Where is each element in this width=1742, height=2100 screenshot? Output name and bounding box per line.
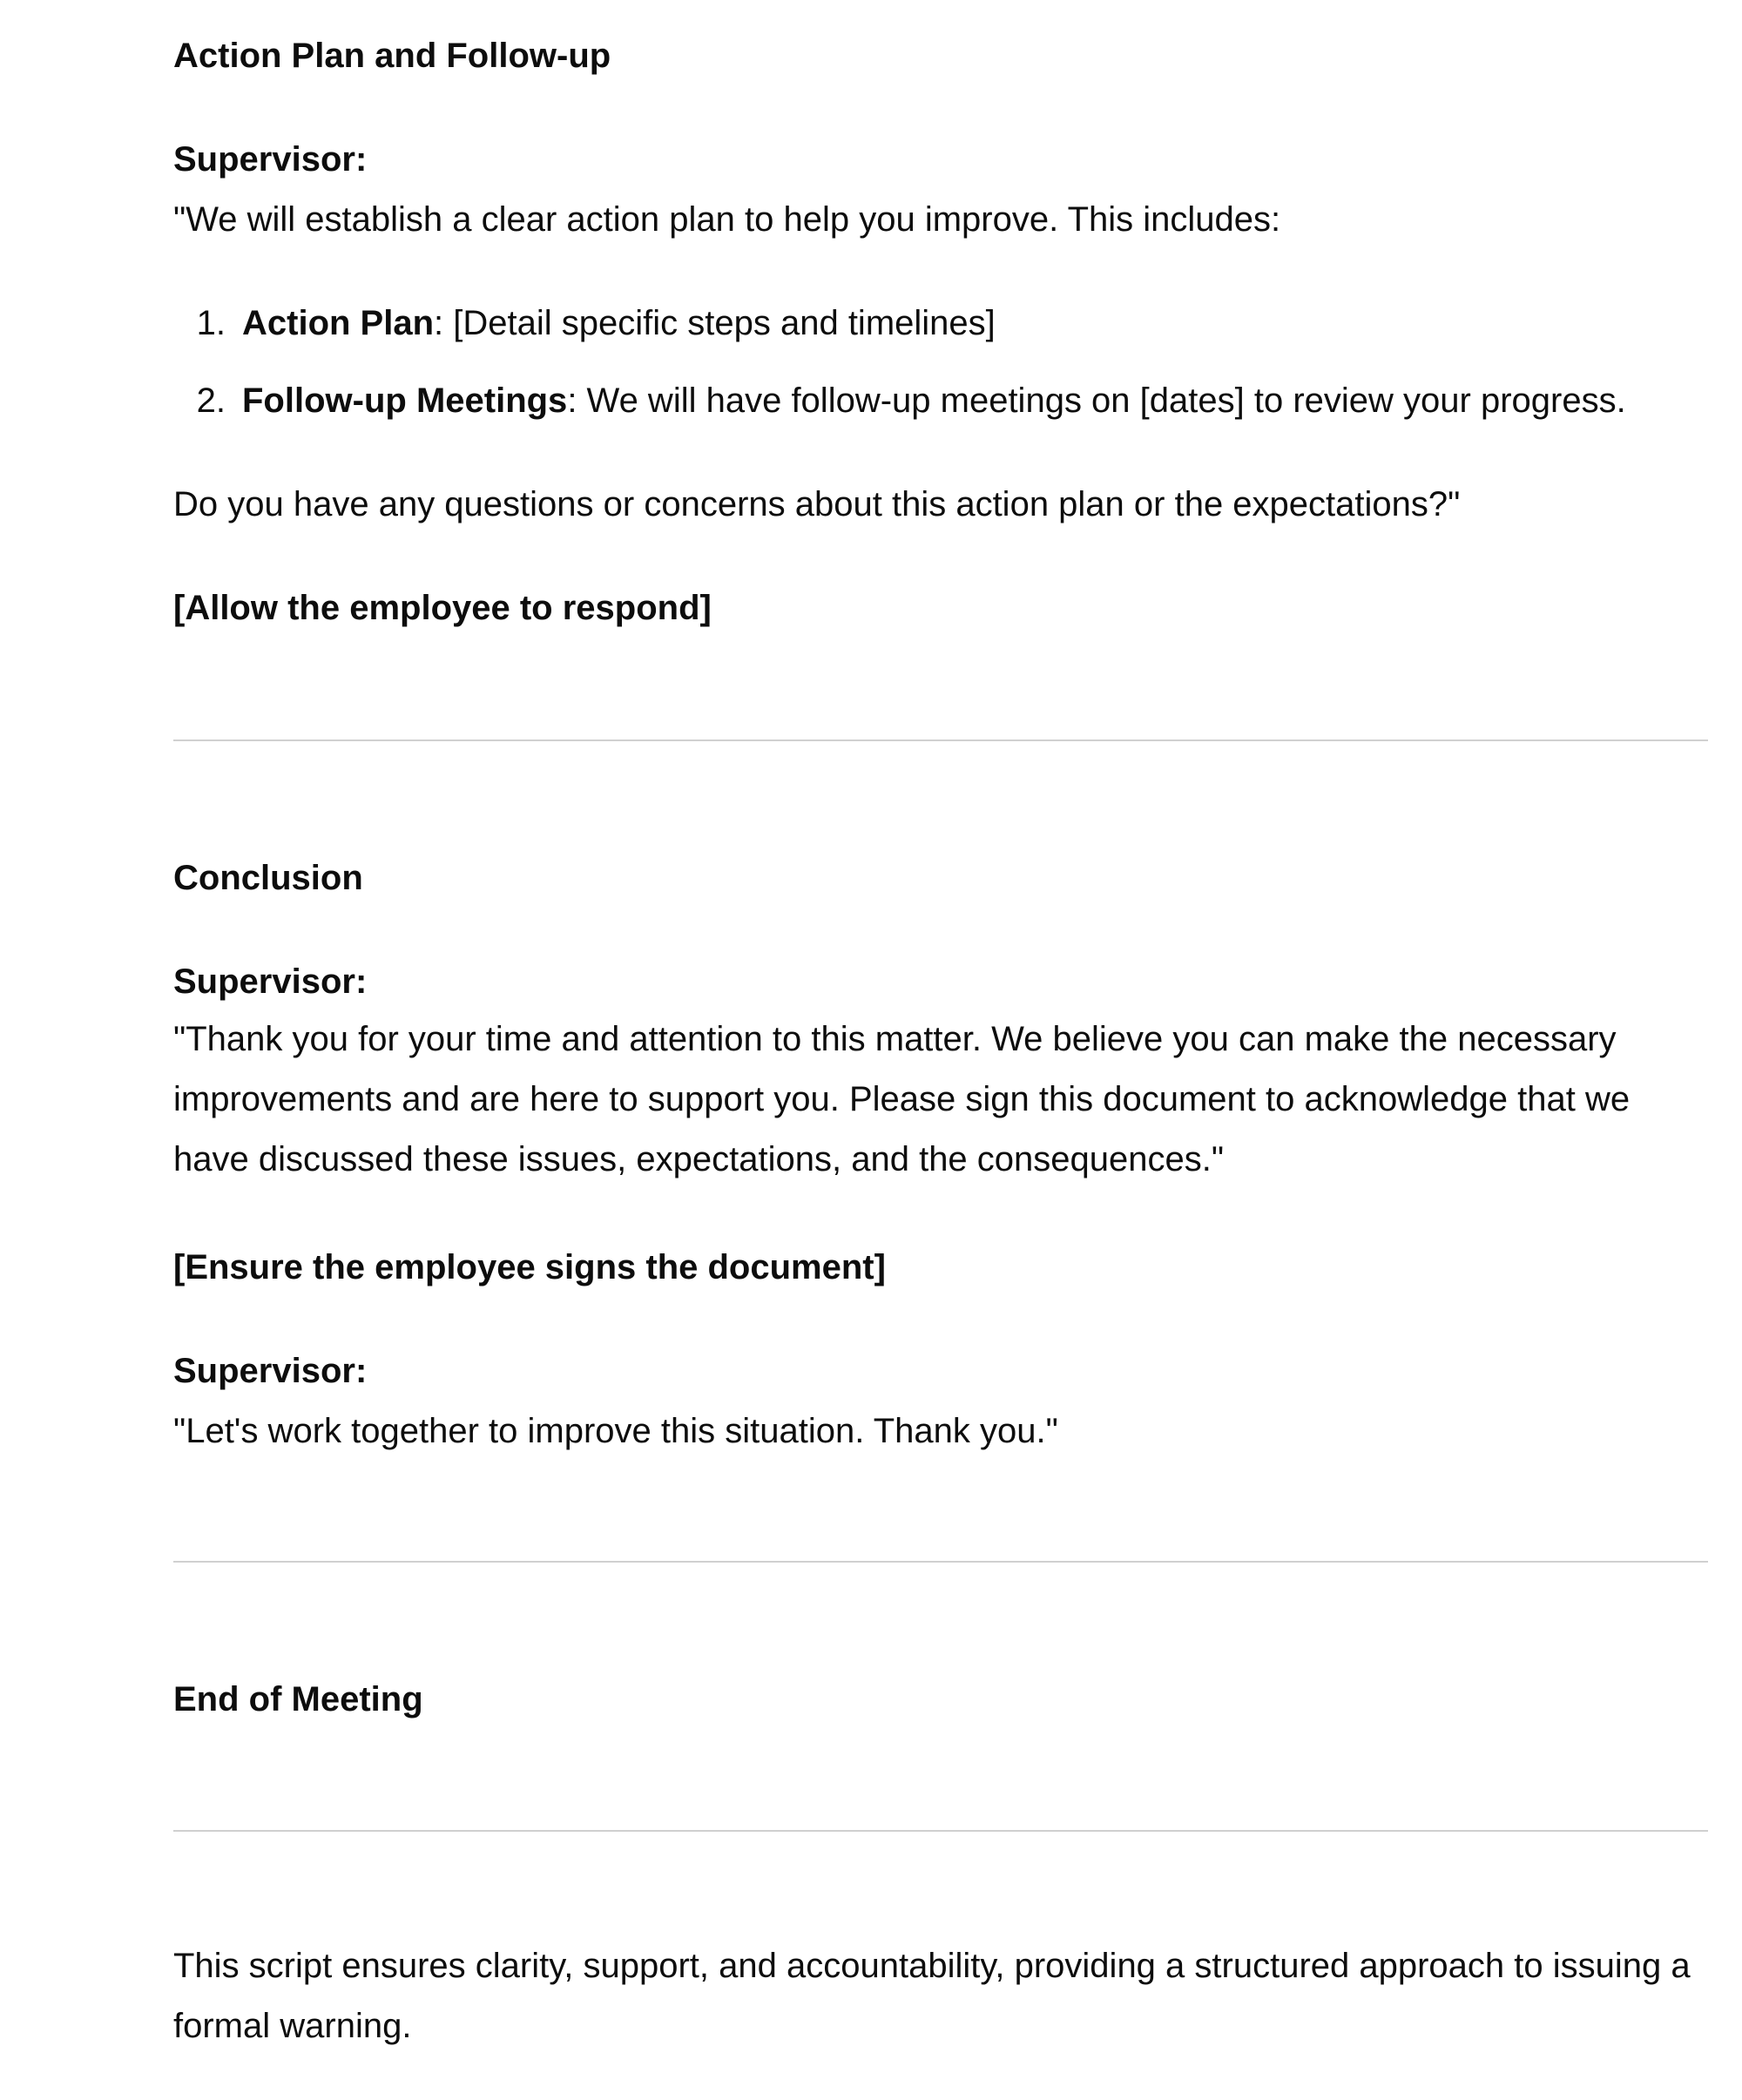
list-text: : We will have follow-up meetings on [dates] to review your progress.: [567, 382, 1626, 420]
speaker-label: Supervisor:: [173, 962, 368, 1001]
section-divider: [173, 739, 1708, 741]
speaker-label: Supervisor:: [173, 1352, 368, 1390]
list-term: Follow-up Meetings: [242, 382, 568, 420]
summary-paragraph: This script ensures clarity, support, and accountability, providing a structured approach to issuing a formal warning.: [173, 1947, 1691, 2045]
list-term: Action Plan: [242, 304, 435, 342]
list-text: : [Detail specific steps and timelines]: [434, 304, 996, 342]
stage-direction: [Ensure the employee signs the document]: [173, 1248, 886, 1286]
closing-quote: "Let's work together to improve this situation. Thank you.": [173, 1412, 1058, 1450]
list-number: 1.: [196, 304, 226, 342]
section-heading-action-plan: Action Plan and Follow-up: [173, 37, 611, 75]
speaker-label: Supervisor:: [173, 140, 368, 179]
conclusion-quote: "Thank you for your time and attention to this matter. We believe you can make the necessary improvements and are here to support you. Please sign this document to acknowledge that we have discussed these issues, expectations, and the consequences.": [173, 1020, 1631, 1178]
section-divider: [173, 1830, 1708, 1832]
section-heading-conclusion: Conclusion: [173, 859, 363, 897]
section-heading-end: End of Meeting: [173, 1680, 423, 1718]
section-divider: [173, 1561, 1708, 1563]
list-number: 2.: [196, 382, 226, 420]
action-plan-question: Do you have any questions or concerns about this action plan or the expectations?": [173, 485, 1461, 523]
action-plan-intro: "We will establish a clear action plan to help you improve. This includes:: [173, 200, 1281, 239]
stage-direction: [Allow the employee to respond]: [173, 589, 712, 627]
